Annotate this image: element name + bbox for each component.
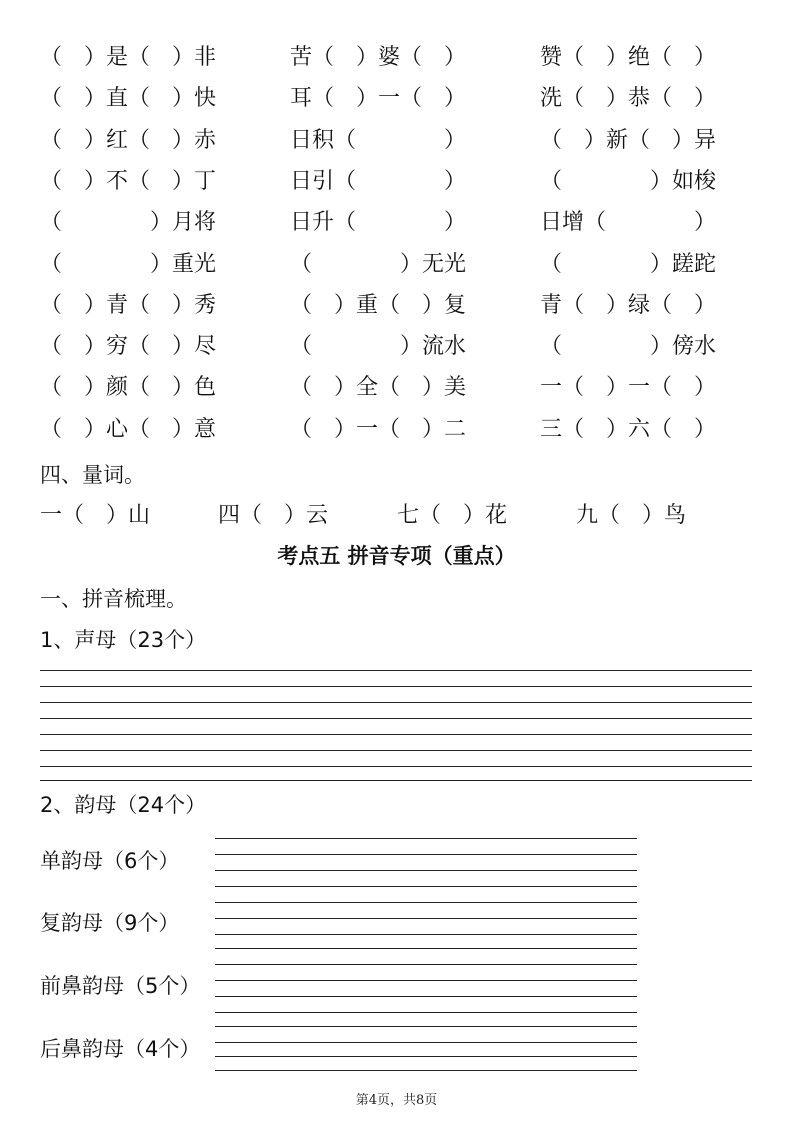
idiom-blank-item: 日积（ ） bbox=[290, 128, 467, 153]
writing-line bbox=[215, 838, 637, 839]
idiom-blank-item: （ ）直（ ）快 bbox=[40, 86, 217, 111]
idiom-blank-item: （ ）傍水 bbox=[540, 334, 717, 359]
writing-line bbox=[215, 870, 637, 871]
idiom-row bbox=[0, 291, 793, 321]
yunmu-group-label: 单韵母（6个） bbox=[40, 849, 180, 873]
idiom-row bbox=[0, 373, 793, 403]
writing-line bbox=[215, 1026, 637, 1027]
writing-line bbox=[215, 1056, 637, 1057]
idiom-blank-item: 洗（ ）恭（ ） bbox=[540, 86, 717, 111]
writing-line bbox=[215, 1012, 637, 1013]
measure-word-item: 四（ ）云 bbox=[218, 503, 329, 528]
idiom-blank-item: （ ）蹉跎 bbox=[540, 252, 717, 277]
idiom-blank-item: （ ）是（ ）非 bbox=[40, 45, 217, 70]
idiom-blank-item: （ ）红（ ）赤 bbox=[40, 128, 217, 153]
yunmu-group-label: 后鼻韵母（4个） bbox=[40, 1037, 201, 1061]
writing-line bbox=[215, 886, 637, 887]
idiom-row bbox=[0, 415, 793, 445]
idiom-blank-item: （ ）不（ ）丁 bbox=[40, 169, 217, 194]
idiom-blank-item: 三（ ）六（ ） bbox=[540, 417, 717, 442]
shengmu-label: 1、声母（23个） bbox=[40, 628, 207, 652]
yunmu-label: 2、韵母（24个） bbox=[40, 793, 207, 817]
writing-line bbox=[40, 718, 752, 719]
writing-line bbox=[40, 780, 752, 781]
idiom-row bbox=[0, 126, 793, 156]
writing-line bbox=[40, 702, 752, 703]
writing-line bbox=[215, 918, 637, 919]
section4-heading: 四、量词。 bbox=[40, 463, 145, 487]
idiom-blank-item: 日增（ ） bbox=[540, 210, 717, 235]
idiom-blank-item: （ ）穷（ ）尽 bbox=[40, 334, 217, 359]
writing-line bbox=[215, 1070, 637, 1071]
idiom-blank-item: 苦（ ）婆（ ） bbox=[290, 45, 467, 70]
writing-line bbox=[40, 766, 752, 767]
idiom-blank-item: （ ）重光 bbox=[40, 252, 217, 277]
idiom-blank-item: （ ）重（ ）复 bbox=[290, 293, 467, 318]
writing-line bbox=[40, 670, 752, 671]
idiom-row bbox=[0, 332, 793, 362]
idiom-blank-item: （ ）青（ ）秀 bbox=[40, 293, 217, 318]
idiom-blank-item: （ ）全（ ）美 bbox=[290, 375, 467, 400]
idiom-blank-item: （ ）流水 bbox=[290, 334, 467, 359]
writing-line bbox=[215, 964, 637, 965]
page-footer: 第4页，共8页 bbox=[355, 1093, 438, 1108]
writing-line bbox=[215, 996, 637, 997]
idiom-row bbox=[0, 208, 793, 238]
writing-line bbox=[40, 734, 752, 735]
idiom-blank-item: 青（ ）绿（ ） bbox=[540, 293, 717, 318]
yunmu-group-label: 复韵母（9个） bbox=[40, 911, 180, 935]
writing-line bbox=[215, 948, 637, 949]
idiom-blank-item: （ ）新（ ）异 bbox=[540, 128, 717, 153]
idiom-blank-item: （ ）颜（ ）色 bbox=[40, 375, 217, 400]
measure-word-item: 一（ ）山 bbox=[40, 503, 151, 528]
writing-line bbox=[40, 686, 752, 687]
idiom-row bbox=[0, 84, 793, 114]
writing-line bbox=[215, 902, 637, 903]
idiom-blank-item: （ ）一（ ）二 bbox=[290, 417, 467, 442]
measure-word-item: 九（ ）鸟 bbox=[576, 503, 687, 528]
idiom-blank-item: 日引（ ） bbox=[290, 169, 467, 194]
writing-line bbox=[215, 934, 637, 935]
idiom-blank-item: （ ）心（ ）意 bbox=[40, 417, 217, 442]
measure-word-row bbox=[0, 501, 793, 531]
idiom-row bbox=[0, 167, 793, 197]
idiom-blank-item: （ ）无光 bbox=[290, 252, 467, 277]
idiom-row bbox=[0, 250, 793, 280]
writing-line bbox=[215, 854, 637, 855]
writing-line bbox=[40, 750, 752, 751]
idiom-row bbox=[0, 43, 793, 73]
writing-line bbox=[215, 980, 637, 981]
idiom-blank-item: 耳（ ）一（ ） bbox=[290, 86, 467, 111]
idiom-blank-item: 日升（ ） bbox=[290, 210, 467, 235]
section5-title: 考点五 拼音专项（重点） bbox=[277, 544, 516, 568]
idiom-blank-item: （ ）月将 bbox=[40, 210, 217, 235]
idiom-blank-item: 一（ ）一（ ） bbox=[540, 375, 717, 400]
yunmu-group-label: 前鼻韵母（5个） bbox=[40, 974, 201, 998]
idiom-blank-item: 赞（ ）绝（ ） bbox=[540, 45, 717, 70]
writing-line bbox=[215, 1042, 637, 1043]
pinyin-subheading: 一、拼音梳理。 bbox=[40, 587, 187, 611]
idiom-blank-item: （ ）如梭 bbox=[540, 169, 717, 194]
measure-word-item: 七（ ）花 bbox=[397, 503, 508, 528]
